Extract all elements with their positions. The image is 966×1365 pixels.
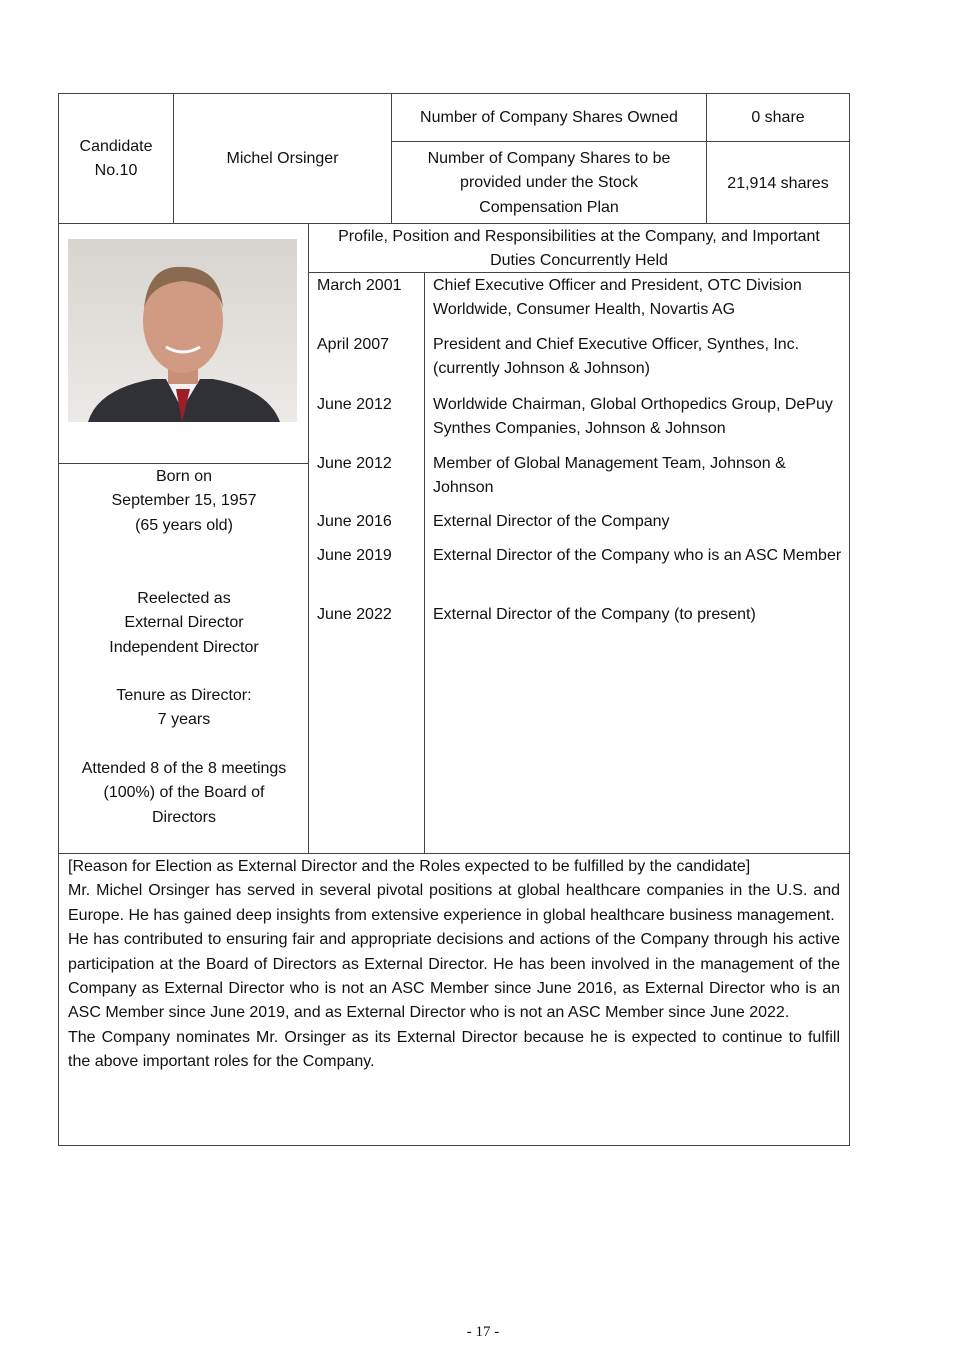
border [58, 223, 850, 224]
career-description: Member of Global Management Team, Johnson & Johnson [433, 455, 786, 497]
age: (65 years old) [135, 516, 233, 534]
status-line: Reelected as [137, 590, 231, 607]
border [308, 223, 309, 853]
reason-paragraph: The Company nominates Mr. Orsinger as its External Director because he is expected to continue to fulfill the above important roles for the Company. [68, 1028, 840, 1071]
reason-paragraph: Mr. Michel Orsinger has served in several pivotal positions at global healthcare companies in the U.S. and Europe. He has gained deep insights from extensive experience in global healthcare business management. [68, 882, 840, 924]
career-description: Chief Executive Officer and President, OTC Division Worldwide, Consumer Health, Novartis AG [433, 277, 802, 319]
career-description: External Director of the Company who is an ASC Member [433, 547, 842, 564]
career-description: External Director of the Company (to present) [433, 606, 756, 623]
border [424, 272, 425, 853]
career-date: March 2001 [317, 277, 402, 294]
page-number: - 17 - [466, 1324, 500, 1340]
attendance: Attended 8 of the 8 meetings (100%) of the Board of Directors [81, 760, 287, 826]
reason-section [68, 855, 840, 1075]
border [58, 93, 850, 94]
career-description: External Director of the Company [433, 513, 670, 530]
candidate-number: Candidate No.10 [79, 138, 153, 180]
career-date: June 2019 [317, 547, 392, 564]
tenure-value: 7 years [157, 711, 211, 729]
shares-owned-value: 0 share [751, 109, 805, 126]
shares-plan-value: 21,914 shares [727, 175, 829, 192]
born-label: Born on [155, 468, 213, 485]
border [58, 93, 59, 1146]
status-line: Independent Director [109, 638, 259, 656]
career-date: June 2012 [317, 396, 392, 413]
tenure-label: Tenure as Director: [116, 687, 252, 704]
border [58, 853, 850, 854]
border [58, 463, 308, 464]
profile-header: Profile, Position and Responsibilities at the Company, and Important Duties Concurrently Held [338, 228, 820, 270]
career-date: April 2007 [317, 336, 390, 353]
election-status [60, 587, 308, 660]
border [58, 1145, 850, 1146]
status-line: External Director [124, 614, 244, 632]
career-description: Worldwide Chairman, Global Orthopedics Group, DePuy Synthes Companies, Johnson & Johnson [433, 396, 833, 438]
reason-paragraph: He has contributed to ensuring fair and appropriate decisions and actions of the Company through his active participation at the Board of Directors as External Director. He has been involved in the management of the Company as External Director who is not an ASC Member since June 2016, as External Director who is an ASC Member since June 2019, and as External Director who is not an ASC Member since June 2022. [68, 931, 840, 1022]
born-date: September 15, 1957 [111, 492, 257, 510]
reason-title: [Reason for Election as External Director and the Roles expected to be fulfilled by the candidate] [68, 858, 751, 875]
career-date: June 2016 [317, 513, 392, 530]
career-date: June 2022 [317, 606, 392, 623]
career-description: President and Chief Executive Officer, Synthes, Inc. (currently Johnson & Johnson) [433, 336, 800, 378]
shares-owned-label: Number of Company Shares Owned [420, 109, 678, 126]
shares-plan-label: Number of Company Shares to be provided under the Stock Compensation Plan [427, 150, 671, 216]
tenure [60, 684, 308, 733]
candidate-name: Michel Orsinger [226, 150, 339, 167]
birth-info [60, 465, 308, 538]
border [849, 93, 850, 1146]
career-date: June 2012 [317, 455, 392, 472]
candidate-photo [68, 239, 297, 422]
border [391, 141, 850, 142]
